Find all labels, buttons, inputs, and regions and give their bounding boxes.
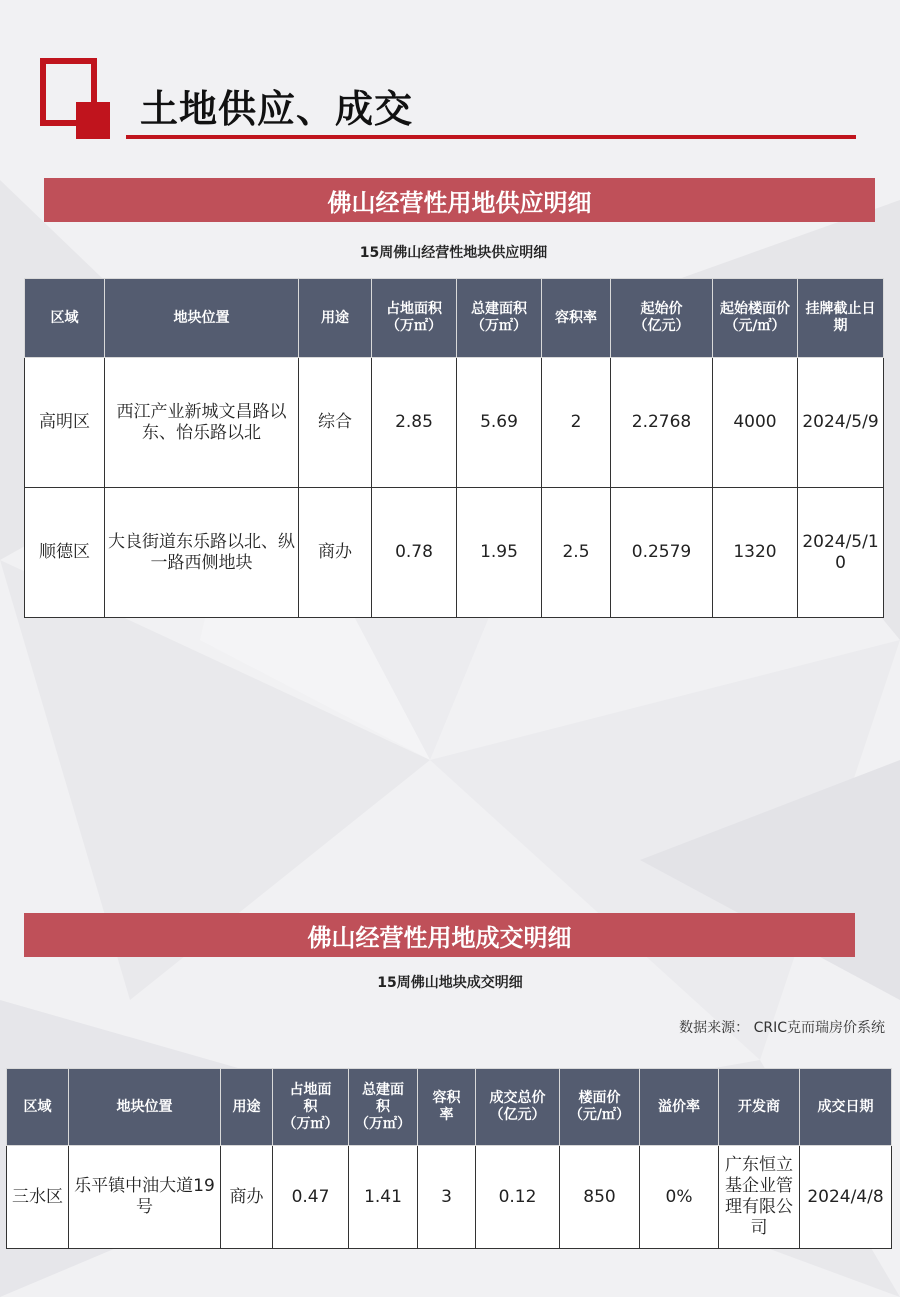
cell-land-area: 2.85 [372, 358, 457, 488]
supply-banner: 佛山经营性用地供应明细 [44, 178, 875, 222]
cell-deal-date: 2024/4/8 [800, 1146, 892, 1249]
col-header: 成交总价 （亿元） [476, 1069, 560, 1146]
cell-location: 乐平镇中油大道19号 [69, 1146, 221, 1249]
col-header: 区域 [7, 1069, 69, 1146]
cell-deadline: 2024/5/10 [798, 488, 884, 618]
col-header: 楼面价 （元/㎡） [560, 1069, 640, 1146]
col-header: 占地面积 （万㎡） [372, 279, 457, 358]
cell-land-area: 0.47 [273, 1146, 349, 1249]
col-header: 用途 [221, 1069, 273, 1146]
col-header: 总建面 积 （万㎡） [349, 1069, 418, 1146]
cell-floor-price: 4000 [713, 358, 798, 488]
deal-banner: 佛山经营性用地成交明细 [24, 913, 855, 957]
cell-location: 大良街道东乐路以北、纵一路西侧地块 [105, 488, 299, 618]
col-header: 起始楼面价 （元/㎡） [713, 279, 798, 358]
table-row [25, 488, 884, 618]
table-header-row [25, 279, 884, 358]
cell-plot-ratio: 2 [542, 358, 611, 488]
title-underline [126, 135, 856, 139]
cell-use: 商办 [221, 1146, 273, 1249]
cell-use: 商办 [299, 488, 372, 618]
col-header: 成交日期 [800, 1069, 892, 1146]
data-source-note: 数据来源： CRIC克而瑞房价系统 [679, 1020, 885, 1036]
cell-building-area: 1.95 [457, 488, 542, 618]
cell-location: 西江产业新城文昌路以东、怡乐路以北 [105, 358, 299, 488]
table-row [25, 358, 884, 488]
col-header: 容积 率 [418, 1069, 476, 1146]
col-header: 起始价 （亿元） [611, 279, 713, 358]
cell-plot-ratio: 3 [418, 1146, 476, 1249]
deal-caption: 15周佛山地块成交明细 [377, 975, 523, 991]
cell-deadline: 2024/5/9 [798, 358, 884, 488]
deal-table [6, 1068, 892, 1249]
cell-district: 三水区 [7, 1146, 69, 1249]
col-header: 地块位置 [69, 1069, 221, 1146]
cell-district: 顺德区 [25, 488, 105, 618]
col-header: 地块位置 [105, 279, 299, 358]
cell-plot-ratio: 2.5 [542, 488, 611, 618]
col-header: 挂牌截止日 期 [798, 279, 884, 358]
col-header: 区域 [25, 279, 105, 358]
cell-use: 综合 [299, 358, 372, 488]
table-header-row [7, 1069, 892, 1146]
page-title: 土地供应、成交 [140, 87, 414, 131]
logo-block [76, 102, 110, 139]
supply-caption: 15周佛山经营性地块供应明细 [359, 245, 548, 261]
cell-land-area: 0.78 [372, 488, 457, 618]
table-row [7, 1146, 892, 1249]
supply-table [24, 278, 884, 618]
col-header: 开发商 [719, 1069, 800, 1146]
cell-floor-price: 1320 [713, 488, 798, 618]
cell-building-area: 1.41 [349, 1146, 418, 1249]
cell-floor-price: 850 [560, 1146, 640, 1249]
cell-district: 高明区 [25, 358, 105, 488]
col-header: 溢价率 [640, 1069, 719, 1146]
cell-building-area: 5.69 [457, 358, 542, 488]
col-header: 用途 [299, 279, 372, 358]
cell-total-price: 0.12 [476, 1146, 560, 1249]
col-header: 占地面 积 （万㎡） [273, 1069, 349, 1146]
cell-developer: 广东恒立基企业管理有限公司 [719, 1146, 800, 1249]
cell-start-price: 2.2768 [611, 358, 713, 488]
cell-premium-rate: 0% [640, 1146, 719, 1249]
cell-start-price: 0.2579 [611, 488, 713, 618]
col-header: 容积率 [542, 279, 611, 358]
col-header: 总建面积 （万㎡） [457, 279, 542, 358]
